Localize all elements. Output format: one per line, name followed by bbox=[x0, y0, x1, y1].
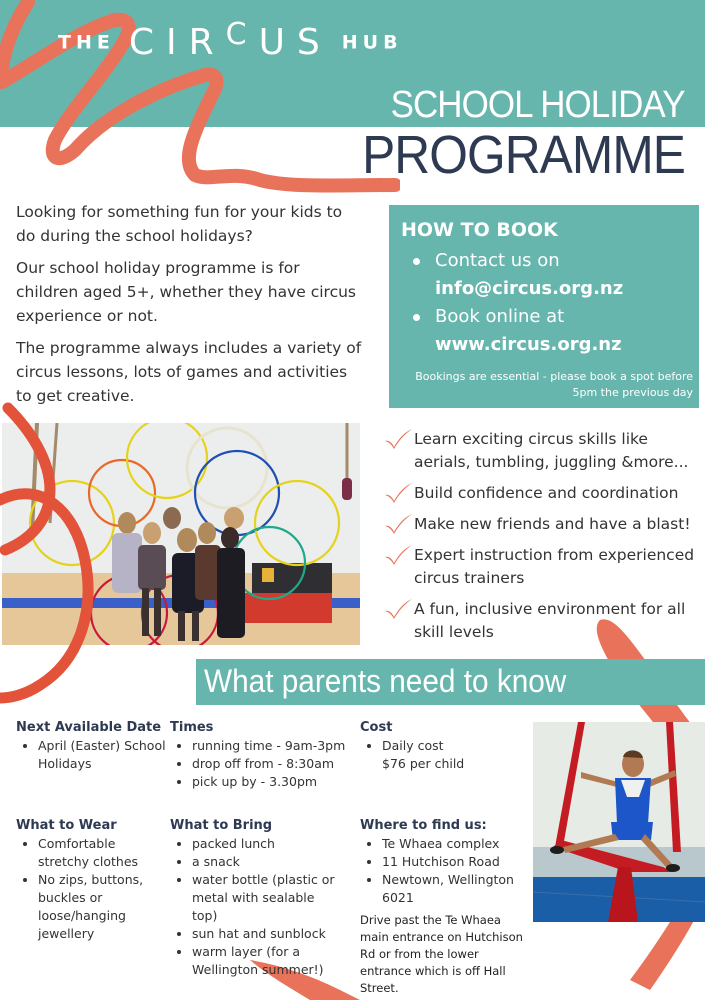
bullet-icon bbox=[177, 860, 181, 864]
brand-suffix: HUB bbox=[341, 31, 403, 54]
bring-list bbox=[170, 835, 340, 979]
page-title-line2: PROGRAMME bbox=[362, 125, 685, 185]
list-item bbox=[16, 737, 166, 773]
section-heading: What to Wear bbox=[16, 818, 117, 833]
booking-option-label: Book online at bbox=[435, 306, 565, 327]
intro-paragraph: The programme always includes a variety of circus lessons, lots of games and activities to get creative. bbox=[16, 339, 362, 405]
list-item-text: Comfortable stretchy clothes bbox=[38, 836, 139, 869]
list-item-text: Te Whaea complex bbox=[382, 836, 500, 851]
list-item bbox=[360, 737, 470, 773]
section-heading: Times bbox=[170, 720, 214, 735]
website-link[interactable]: www.circus.org.nz bbox=[435, 334, 622, 355]
red-swirl-decoration bbox=[0, 400, 110, 710]
brand-name bbox=[128, 17, 332, 63]
list-item bbox=[170, 737, 355, 755]
how-to-book-title: HOW TO BOOK bbox=[401, 219, 558, 241]
brand-name-start: CIR bbox=[128, 22, 226, 63]
bullet-icon bbox=[177, 744, 181, 748]
booking-option-label: Contact us on bbox=[435, 250, 560, 271]
bullet-icon bbox=[367, 744, 371, 748]
checkmark-icon bbox=[383, 513, 413, 535]
bullet-icon bbox=[177, 950, 181, 954]
parents-section-title: What parents need to know bbox=[204, 663, 567, 699]
list-item bbox=[360, 835, 520, 853]
list-item-text: 11 Hutchison Road bbox=[382, 854, 500, 869]
parents-section-band bbox=[196, 659, 705, 705]
list-item-text: warm layer (for a Wellington summer!) bbox=[192, 944, 324, 977]
directions-note: Drive past the Te Whaea main entrance on Hutchison Rd or from the lower entrance which is off Hall Street. bbox=[360, 913, 523, 995]
booking-option-web bbox=[403, 303, 693, 359]
booking-note: Bookings are essential - please book a spot before 5pm the previous day bbox=[415, 370, 693, 399]
bullet-icon bbox=[23, 878, 27, 882]
times-list bbox=[170, 737, 355, 791]
intro-paragraph: Our school holiday programme is for children aged 5+, whether they have circus experience or not. bbox=[16, 259, 357, 325]
bullet-icon bbox=[367, 878, 371, 882]
list-item-text: sun hat and sunblock bbox=[192, 926, 326, 941]
list-item-text: running time - 9am-3pm bbox=[192, 738, 346, 753]
benefit-text: Learn exciting circus skills like aerials, tumbling, juggling &more... bbox=[414, 430, 689, 471]
brand-prefix: THE bbox=[58, 31, 115, 54]
next-date-list bbox=[16, 737, 166, 773]
benefit-text: Build confidence and coordination bbox=[414, 484, 679, 502]
list-item bbox=[170, 853, 340, 871]
brand-name-raised: C bbox=[225, 17, 259, 52]
bullet-icon bbox=[413, 258, 420, 265]
cost-section bbox=[360, 720, 530, 773]
list-item-text: April (Easter) School Holidays bbox=[38, 738, 166, 771]
cost-list bbox=[360, 737, 470, 773]
list-item bbox=[170, 773, 355, 791]
section-heading: Next Available Date bbox=[16, 720, 162, 735]
bullet-icon bbox=[367, 860, 371, 864]
list-item-text: water bottle (plastic or metal with sealable top) bbox=[192, 872, 335, 923]
page-title-line1: SCHOOL HOLIDAY bbox=[390, 84, 685, 126]
benefit-item bbox=[383, 544, 703, 590]
intro-text bbox=[16, 200, 366, 416]
bullet-icon bbox=[23, 744, 27, 748]
brand-name-end: US bbox=[258, 22, 332, 63]
benefit-text: Expert instruction from experienced circus trainers bbox=[414, 546, 695, 587]
list-item-text: Newtown, Wellington 6021 bbox=[382, 872, 514, 905]
checkmark-icon bbox=[383, 482, 413, 504]
bullet-icon bbox=[367, 842, 371, 846]
bullet-icon bbox=[177, 780, 181, 784]
what-to-bring-section bbox=[170, 818, 355, 979]
list-item bbox=[170, 871, 340, 925]
bullet-icon bbox=[177, 842, 181, 846]
list-item-text: a snack bbox=[192, 854, 240, 869]
benefit-text: Make new friends and have a blast! bbox=[414, 515, 691, 533]
times-section bbox=[170, 720, 355, 791]
intro-paragraph: Looking for something fun for your kids to do during the school holidays? bbox=[16, 203, 343, 245]
bullet-icon bbox=[413, 314, 420, 321]
section-heading: Cost bbox=[360, 720, 393, 735]
list-item-text: pick up by - 3.30pm bbox=[192, 774, 318, 789]
benefit-item bbox=[383, 482, 703, 505]
list-item bbox=[170, 943, 340, 979]
list-item bbox=[16, 835, 151, 871]
brand-logo bbox=[58, 17, 403, 63]
benefit-item bbox=[383, 513, 703, 536]
where-to-find-us-section bbox=[360, 818, 532, 997]
bullet-icon bbox=[177, 878, 181, 882]
list-item bbox=[16, 871, 151, 943]
checkmark-icon bbox=[383, 428, 413, 450]
section-heading: Where to find us: bbox=[360, 818, 487, 833]
aerial-silks-illustration bbox=[533, 722, 705, 922]
list-item-text: No zips, buttons, buckles or loose/hanging jewellery bbox=[38, 872, 144, 941]
email-link[interactable]: info@circus.org.nz bbox=[435, 278, 624, 299]
list-item bbox=[360, 871, 520, 907]
how-to-book-box bbox=[389, 205, 699, 408]
booking-option-email bbox=[403, 247, 693, 303]
wear-list bbox=[16, 835, 151, 943]
next-date-section bbox=[16, 720, 166, 773]
list-item bbox=[170, 835, 340, 853]
address-list bbox=[360, 835, 520, 907]
benefit-item bbox=[383, 428, 703, 474]
bullet-icon bbox=[23, 842, 27, 846]
list-item bbox=[170, 925, 340, 943]
aerial-silks-photo bbox=[533, 722, 705, 922]
bullet-icon bbox=[177, 762, 181, 766]
list-item bbox=[360, 853, 520, 871]
checkmark-icon bbox=[383, 544, 413, 566]
what-to-wear-section bbox=[16, 818, 166, 943]
section-heading: What to Bring bbox=[170, 818, 273, 833]
bullet-icon bbox=[177, 932, 181, 936]
benefit-text: A fun, inclusive environment for all skill levels bbox=[414, 600, 686, 641]
checkmark-icon bbox=[383, 598, 413, 620]
list-item-text: Daily cost $76 per child bbox=[382, 738, 465, 771]
list-item-text: drop off from - 8:30am bbox=[192, 756, 335, 771]
how-to-book-list bbox=[403, 247, 693, 359]
list-item-text: packed lunch bbox=[192, 836, 275, 851]
list-item bbox=[170, 755, 355, 773]
